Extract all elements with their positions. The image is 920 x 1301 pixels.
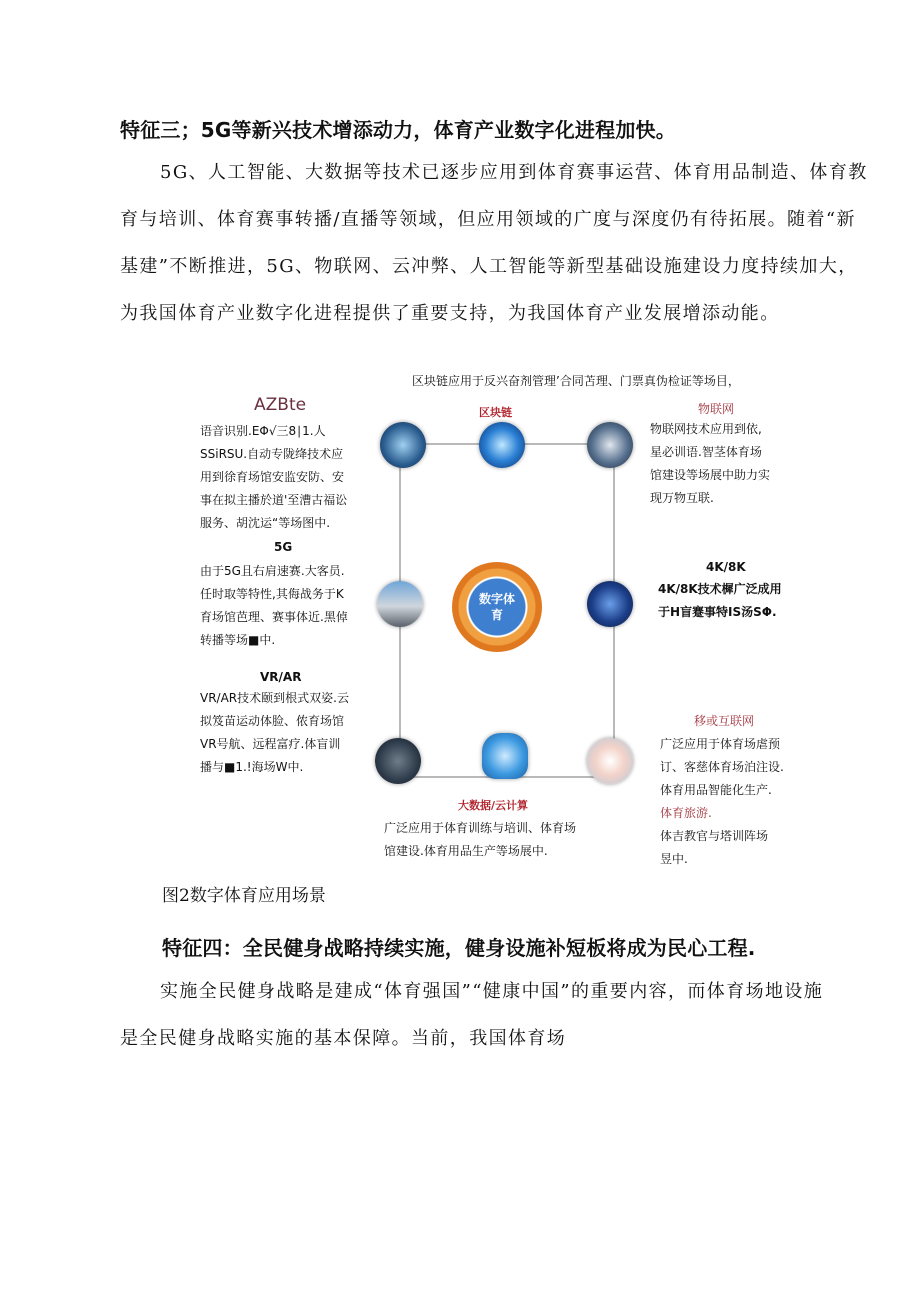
4k-text: [658, 578, 782, 624]
paragraph-2: [120, 968, 840, 1062]
4k-line: 4K/8K技术樨广泛成用: [658, 582, 782, 596]
ai-node-image: [380, 422, 426, 468]
5g-line: 任时取等特性,其侮战务于K: [200, 587, 344, 601]
vr-line: 播与■1.!海场W中.: [200, 760, 304, 774]
para1-line: 育与培训、体育赛事转播/直播等领域，但应用领域的广度与深度仍有待拓展。随着“新: [120, 209, 856, 230]
ai-text: [200, 420, 347, 535]
para2-line: 是全民健身战略实施的基本保障。当前，我国体育场: [120, 1028, 567, 1049]
ai-line: 服务、胡沈运“等场图中.: [200, 516, 331, 530]
para2-line: 实施全民健身战略是建成“体育强国”“健康中国”的重要内容，而体育场地设施: [160, 981, 824, 1002]
bigdata-tag: 大数据/云计算: [458, 799, 529, 812]
figure-top-note: 区块链应用于反兴奋剂管理’合同苫理、门票真伪检证等场目，: [412, 374, 740, 388]
iot-line: 星必训语.智茎体育场: [650, 445, 762, 459]
bigdata-line: 广泛应用于体育训练与培训、体育场: [384, 821, 577, 835]
4k-title: 4K/8K: [706, 560, 746, 574]
ai-line: 事在拟主播於道'至漕古福讼: [200, 493, 348, 507]
para1-line: 5G、人工智能、大数据等技术已逐步应用到体育赛事运营、体育用品制造、体育教: [160, 162, 868, 183]
blockchain-tag: 区块链: [479, 406, 512, 419]
mobile-title: 移或互联网: [694, 714, 755, 728]
bigdata-line: 馆建设.体育用品生产等场展中.: [384, 844, 548, 858]
iot-line: 物联网技术应用到依,: [650, 422, 762, 436]
iot-node-image: [587, 422, 633, 468]
mobile-line: 昱中.: [660, 852, 688, 866]
iot-text: [650, 418, 770, 510]
center-circle: [452, 562, 542, 652]
4k-line: 于H盲蹇事特IS汤SΦ.: [658, 605, 777, 619]
ai-title: AZBte: [254, 395, 307, 415]
mobile-line: 体吉教官与塔训阵场: [660, 829, 769, 843]
5g-title: 5G: [274, 540, 293, 554]
5g-node-image: [377, 581, 423, 627]
vr-line: VR号航、远程富疗.体盲训: [200, 737, 341, 751]
5g-text: [200, 560, 348, 652]
5g-line: 转播等场■中.: [200, 633, 276, 647]
mobile-node-image: [587, 738, 633, 784]
mobile-line: 体育用品智能化生产.: [660, 783, 772, 797]
4k-node-image: [587, 581, 633, 627]
para1-line: 基建”不断推进，5G、物联网、云冲弊、人工智能等新型基础设施建设力度持续加大，: [120, 256, 858, 277]
5g-line: 育场馆芭理、赛事体近.黑倬: [200, 610, 348, 624]
ai-line: 语音识别.EΦ√三8∣1.人: [200, 424, 326, 438]
vr-title: VR/AR: [260, 670, 302, 684]
section-heading-4: 特征四：全民健身战略持续实施，健身设施补短板将成为民心工程.: [162, 936, 756, 960]
bigdata-text: [384, 817, 576, 863]
iot-line: 馆建设等场展中助力实: [650, 468, 771, 482]
mobile-line: 订、客慈体育场泊注设.: [660, 760, 784, 774]
vr-text: [200, 687, 349, 779]
vr-line: 拟笈苗运动体脸、侬育场馆: [200, 714, 345, 728]
mobile-text: [660, 733, 784, 871]
mobile-extra: 体育旅游.: [660, 806, 712, 820]
cloud-node-image: [482, 733, 528, 779]
iot-title: 物联网: [698, 402, 735, 416]
center-label: 数字体育: [478, 592, 515, 622]
5g-line: 由于5G且右肩速赛.大客员.: [200, 564, 345, 578]
iot-line: 现万物互联.: [650, 491, 714, 505]
figure-caption: 图2数字体育应用场景: [162, 886, 326, 906]
ai-line: SSiRSU.自动专陇绛技术应: [200, 447, 344, 461]
vr-line: VR/AR技术颐到根式双姿.云: [200, 691, 349, 705]
digital-sports-figure: [190, 360, 800, 870]
mobile-line: 广泛应用于体育场虐预: [660, 737, 781, 751]
ai-line: 用到徐育场馆安监安防、安: [200, 470, 345, 484]
vr-node-image: [375, 738, 421, 784]
blockchain-node-image: [479, 422, 525, 468]
section-heading-3: 特征三；5G等新兴技术增添动力，体育产业数字化进程加快。: [120, 118, 676, 142]
paragraph-1: [120, 149, 868, 337]
para1-line: 为我国体育产业数字化进程提供了重要支持，为我国体育产业发展增添动能。: [120, 303, 780, 324]
